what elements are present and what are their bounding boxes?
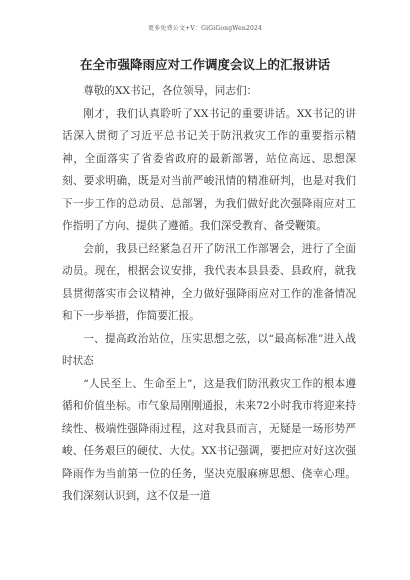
page-title: 在全市强降雨应对工作调度会议上的汇报讲话 bbox=[79, 57, 330, 72]
document-body bbox=[62, 80, 356, 508]
section-heading-1: 一、提高政治站位，压实思想之弦，以“最高标准”进入战时状态 bbox=[62, 332, 356, 367]
salutation: 尊敬的XX书记，各位领导，同志们： bbox=[83, 85, 258, 97]
paragraph-section-1: “人民至上、生命至上”，这是我们防汛救灾工作的根本遵循和价值坐标。市气象局刚刚通报，未来72小时我市将迎来持续性、极端性强降雨过程，这对我县而言，无疑是一场形势严峻、任务艰巨的硬仗、大仗。XX书记强调，要把应对好这次强降雨作为当前第一位的任务，坚决克服麻痹思想、侥幸心理。我们深刻认识到，这不仅是一道 bbox=[62, 377, 356, 502]
header-watermark: 更多免费公文+V：GiGiGongWen2024 bbox=[147, 25, 263, 32]
paragraph-opening: 刚才，我们认真聆听了XX书记的重要讲话。XX书记的讲话深入贯彻了习近平总书记关于防汛救灾工作的重要指示精神，全面落实了省委省政府的最新部署，站位高远、思想深刻、要求明确，既是对当前严峻汛情的精准研判，也是对我们下一步工作的总动员、总部署，为我们做好此次强降雨应对工作指明了方向、提供了遵循。我们深受教育、备受鞭策。 bbox=[62, 107, 356, 232]
paragraph-meeting: 会前，我县已经紧急召开了防汛工作部署会，进行了全面动员。现在，根据会议安排，我代表本县县委、县政府，就我县贯彻落实市会议精神，全力做好强降雨应对工作的准备情况和下一步举措，作简要汇报。 bbox=[62, 242, 356, 322]
